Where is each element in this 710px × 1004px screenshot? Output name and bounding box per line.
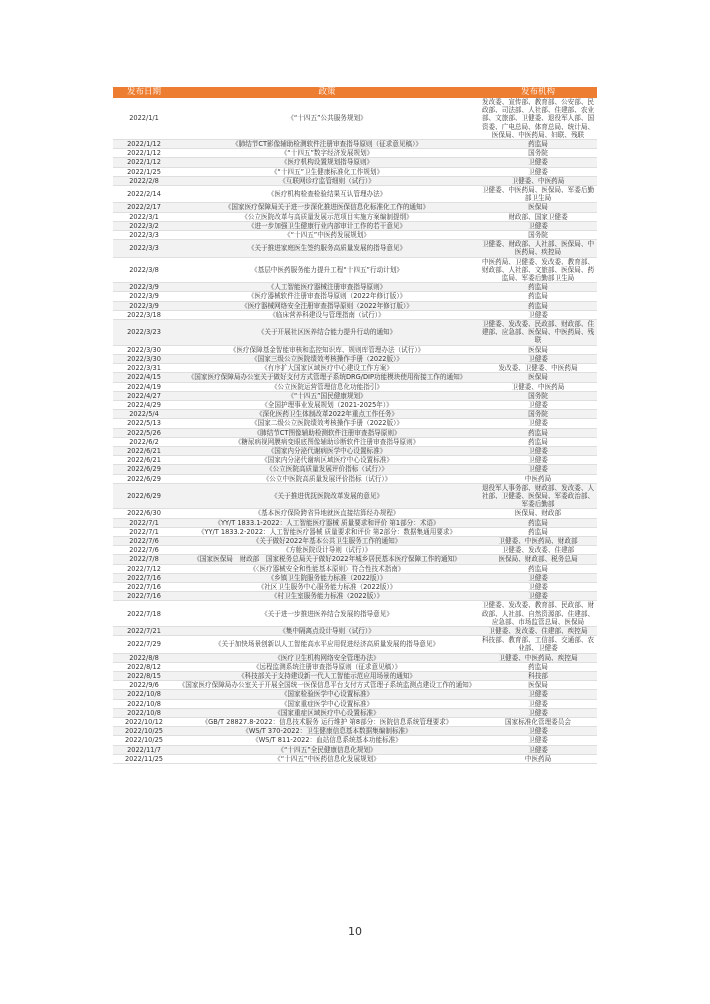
agency-cell: 卫健委、发改委、教育部、民政部、财政部、人社部、自然资源部、住建部、应急部、市场监管总局、医保局 <box>479 601 597 627</box>
agency-cell: 药监局 <box>479 437 597 446</box>
agency-cell: 卫健委 <box>479 167 597 176</box>
policy-cell: 《医疗器械网络安全注册审查指导原则（2022年修订版）》 <box>175 301 479 310</box>
policy-cell: 《GB/T 28827.8-2022：信息技术服务 运行维护 第8部分：医院信息系统管理要求》 <box>175 718 479 727</box>
agency-cell: 卫健委 <box>479 354 597 363</box>
table-row <box>113 672 597 681</box>
date-cell: 2022/11/7 <box>113 745 175 754</box>
policy-cell: 《基层中医药服务能力提升工程“十四五”行动计划》 <box>175 257 479 283</box>
date-cell: 2022/7/21 <box>113 626 175 635</box>
date-cell: 2022/6/2 <box>113 437 175 446</box>
table-row <box>113 518 597 527</box>
date-cell: 2022/3/8 <box>113 257 175 283</box>
agency-cell: 卫健委 <box>479 690 597 699</box>
date-cell: 2022/10/25 <box>113 736 175 745</box>
table-row <box>113 419 597 428</box>
table-row <box>113 555 597 564</box>
table-row <box>113 573 597 582</box>
date-cell: 2022/8/12 <box>113 662 175 671</box>
date-cell: 2022/3/2 <box>113 221 175 230</box>
table-row <box>113 301 597 310</box>
table-row <box>113 240 597 257</box>
table-row <box>113 681 597 690</box>
policy-cell: 《关于推进家庭医生签约服务高质量发展的指导意见》 <box>175 240 479 257</box>
policy-cell: 《医疗卫生机构网络安全管理办法》 <box>175 653 479 662</box>
table-row <box>113 292 597 301</box>
agency-cell: 退役军人事务部、财政部、发改委、人社部、卫健委、医保局、军委政治部、军委后勤部 <box>479 483 597 509</box>
policy-cell: 《临床营养科建设与管理指南（试行）》 <box>175 310 479 319</box>
table-row <box>113 212 597 221</box>
agency-cell: 药监局 <box>479 301 597 310</box>
agency-cell: 国家标准化管理委员会 <box>479 718 597 727</box>
table-row <box>113 509 597 518</box>
agency-cell: 科技部 <box>479 672 597 681</box>
agency-cell: 医保局 <box>479 373 597 382</box>
date-cell: 2022/3/23 <box>113 320 175 346</box>
policy-cell: 《公立医院高质量发展评价指标（试行）》 <box>175 465 479 474</box>
agency-cell: 卫健委、发改委、民政部、财政部、住建部、应急部、医保局、中医药局、残联 <box>479 320 597 346</box>
agency-cell: 药监局 <box>479 283 597 292</box>
policy-cell: 《进一步加强卫生健康行业内部审计工作的若干意见》 <box>175 221 479 230</box>
policy-cell: 《医疗机构设置规划指导原则》 <box>175 158 479 167</box>
date-cell: 2022/1/12 <box>113 149 175 158</box>
policy-cell: 《关于开展社区医养结合能力提升行动的通知》 <box>175 320 479 346</box>
table-row <box>113 465 597 474</box>
table-row <box>113 158 597 167</box>
policy-cell: 《有序扩大国家区域医疗中心建设工作方案》 <box>175 364 479 373</box>
agency-cell: 卫健委、发改委、住建部 <box>479 546 597 555</box>
table-row <box>113 364 597 373</box>
agency-cell: 卫健委、中医药局、疾控局 <box>479 653 597 662</box>
agency-cell: 药监局 <box>479 527 597 536</box>
agency-cell: 药监局 <box>479 292 597 301</box>
table-row <box>113 592 597 601</box>
date-cell: 2022/7/16 <box>113 592 175 601</box>
table-row <box>113 456 597 465</box>
agency-cell: 卫健委 <box>479 400 597 409</box>
policy-cell: 《国家医保局 财政部 国家税务总局关于做好2022年城乡居民基本医疗保障工作的通知》 <box>175 555 479 564</box>
agency-cell: 财政部、国家卫健委 <box>479 212 597 221</box>
table-row <box>113 601 597 627</box>
policy-cell: 《肺结节CT影像辅助检测软件注册审查指导原则（征求意见稿）》 <box>175 140 479 149</box>
date-cell: 2022/11/25 <box>113 754 175 763</box>
policy-cell: 《基本医疗保险跨省异地就医直接结算经办规程》 <box>175 509 479 518</box>
date-cell: 2022/4/19 <box>113 382 175 391</box>
policy-cell: 《WS/T 370-2022：卫生健康信息基本数据集编制标准》 <box>175 727 479 736</box>
date-cell: 2022/3/1 <box>113 212 175 221</box>
table-row <box>113 167 597 176</box>
date-cell: 2022/10/8 <box>113 708 175 717</box>
table-row <box>113 653 597 662</box>
agency-cell: 卫健委 <box>479 446 597 455</box>
policy-cell: 《“十四五”数字经济发展规划》 <box>175 149 479 158</box>
policy-cell: 《关于推进优抚医院改革发展的意见》 <box>175 483 479 509</box>
policy-cell: 《全国护理事业发展规划（2021-2025年）》 <box>175 400 479 409</box>
date-cell: 2022/6/21 <box>113 456 175 465</box>
table-row <box>113 428 597 437</box>
policy-cell: 《糖尿病视网膜病变眼底图像辅助诊断软件注册审查指导原则》 <box>175 437 479 446</box>
table-row <box>113 736 597 745</box>
table-header <box>113 87 597 98</box>
policy-cell: 《国家重症医学中心设置标准》 <box>175 699 479 708</box>
table-row <box>113 221 597 230</box>
policy-cell: 《远程监测系统注册审查指导原则（征求意见稿）》 <box>175 662 479 671</box>
policy-cell: 《医疗机构检查检验结果互认管理办法》 <box>175 186 479 203</box>
date-cell: 2022/7/1 <box>113 527 175 536</box>
table-row <box>113 320 597 346</box>
agency-cell: 卫健委 <box>479 708 597 717</box>
table-row <box>113 140 597 149</box>
date-cell: 2022/6/30 <box>113 509 175 518</box>
policy-cell: 《深化医药卫生体制改革2022年重点工作任务》 <box>175 410 479 419</box>
table-row <box>113 699 597 708</box>
policy-cell: 《“十四五”卫生健康标准化工作规划》 <box>175 167 479 176</box>
policy-cell: 《社区卫生服务中心服务能力标准（2022版）》 <box>175 582 479 591</box>
date-cell: 2022/3/30 <box>113 345 175 354</box>
table-row <box>113 662 597 671</box>
date-cell: 2022/3/3 <box>113 240 175 257</box>
agency-cell: 卫健委、中医药局、财政部 <box>479 536 597 545</box>
table-body <box>113 98 597 764</box>
policy-cell: 《“十四五”中医药信息化发展规划》 <box>175 754 479 763</box>
table-row <box>113 231 597 240</box>
date-cell: 2022/7/16 <box>113 582 175 591</box>
policy-table <box>113 87 597 764</box>
policy-cell: 《国家重症区域医疗中心设置标准》 <box>175 708 479 717</box>
table-row <box>113 345 597 354</box>
page-number: 10 <box>348 925 362 938</box>
agency-cell: 卫健委 <box>479 465 597 474</box>
policy-cell: 《方舱医院设计导则（试行）》 <box>175 546 479 555</box>
policy-cell: 《关于进一步推进医养结合发展的指导意见》 <box>175 601 479 627</box>
policy-cell: 《“十四五”全民健康信息化规划》 <box>175 745 479 754</box>
agency-cell: 卫健委、中医药局 <box>479 382 597 391</box>
date-cell: 2022/5/13 <box>113 419 175 428</box>
policy-cell: 《“十四五”国民健康规划》 <box>175 391 479 400</box>
date-cell: 2022/10/25 <box>113 727 175 736</box>
agency-cell: 卫健委 <box>479 582 597 591</box>
date-cell: 2022/7/6 <box>113 536 175 545</box>
policy-cell: 《乡镇卫生院服务能力标准（2022版）》 <box>175 573 479 582</box>
table-row <box>113 354 597 363</box>
table-row <box>113 564 597 573</box>
agency-cell: 医保局、财政部、税务总局 <box>479 555 597 564</box>
date-cell: 2022/3/9 <box>113 283 175 292</box>
agency-cell: 卫健委 <box>479 221 597 230</box>
table-row <box>113 391 597 400</box>
date-cell: 2022/10/8 <box>113 690 175 699</box>
policy-cell: 《国家内分泌代谢病医学中心设置标准》 <box>175 446 479 455</box>
header-policy: 政策 <box>175 87 479 98</box>
policy-cell: 《国家医疗保障局办公室关于做好支付方式管理子系统DRG/DIP功能模块使用衔接工作的通知》 <box>175 373 479 382</box>
agency-cell: 卫健委 <box>479 727 597 736</box>
table-row <box>113 149 597 158</box>
policy-cell: 《“十四五”公共服务规划》 <box>175 98 479 140</box>
date-cell: 2022/6/29 <box>113 474 175 483</box>
policy-cell: 《公立医院改革与高质量发展示范项目实施方案编制提纲》 <box>175 212 479 221</box>
date-cell: 2022/3/18 <box>113 310 175 319</box>
table-row <box>113 474 597 483</box>
policy-cell: 《医疗器械软件注册审查指导原则（2022年修订版）》 <box>175 292 479 301</box>
table-row <box>113 203 597 212</box>
table-row <box>113 708 597 717</box>
agency-cell: 卫健委 <box>479 736 597 745</box>
agency-cell: 发改委、宣传部、教育部、公安部、民政部、司法部、人社部、住建部、农业部、文旅部、卫健委、退役军人部、国资委、广电总局、体育总局、统计局、医保局、中医药局、妇联、残联 <box>479 98 597 140</box>
header-date: 发布日期 <box>113 87 175 98</box>
table-row <box>113 400 597 409</box>
date-cell: 2022/7/29 <box>113 636 175 653</box>
date-cell: 2022/5/4 <box>113 410 175 419</box>
agency-cell: 卫健委 <box>479 419 597 428</box>
date-cell: 2022/1/1 <box>113 98 175 140</box>
table-row <box>113 483 597 509</box>
date-cell: 2022/3/3 <box>113 231 175 240</box>
table-row <box>113 626 597 635</box>
date-cell: 2022/10/8 <box>113 699 175 708</box>
agency-cell: 卫健委 <box>479 699 597 708</box>
agency-cell: 医保局 <box>479 203 597 212</box>
agency-cell: 卫健委 <box>479 310 597 319</box>
policy-cell: 《关于做好2022年基本公共卫生服务工作的通知》 <box>175 536 479 545</box>
policy-cell: 《YY/T 1833.2-2022：人工智能医疗器械 质量要求和评价 第2部分：数据集通用要求》 <box>175 527 479 536</box>
date-cell: 2022/2/14 <box>113 186 175 203</box>
date-cell: 2022/7/12 <box>113 564 175 573</box>
policy-cell: 《〈医疗器械安全和性能基本原则〉符合性技术指南》 <box>175 564 479 573</box>
policy-cell: 《WS/T 811-2022：血站信息系统基本功能标准》 <box>175 736 479 745</box>
agency-cell: 中医药局 <box>479 754 597 763</box>
agency-cell: 国务院 <box>479 149 597 158</box>
policy-cell: 《村卫生室服务能力标准（2022版）》 <box>175 592 479 601</box>
table-row <box>113 176 597 185</box>
policy-cell: 《国家二级公立医院绩效考核操作手册（2022版）》 <box>175 419 479 428</box>
agency-cell: 卫健委 <box>479 573 597 582</box>
table-row <box>113 754 597 763</box>
agency-cell: 科技部、教育部、工信部、交通部、农业部、卫健委 <box>479 636 597 653</box>
date-cell: 2022/4/27 <box>113 391 175 400</box>
date-cell: 2022/3/30 <box>113 354 175 363</box>
policy-cell: 《国家医疗保障局办公室关于开展全国统一医保信息平台支付方式管理子系统监测点建设工作的通知》 <box>175 681 479 690</box>
policy-cell: 《人工智能医疗器械注册审查指导原则》 <box>175 283 479 292</box>
table-row <box>113 690 597 699</box>
table-row <box>113 527 597 536</box>
agency-cell: 药监局 <box>479 140 597 149</box>
agency-cell: 药监局 <box>479 518 597 527</box>
table-row <box>113 446 597 455</box>
policy-cell: 《国家三级公立医院绩效考核操作手册（2022版）》 <box>175 354 479 363</box>
date-cell: 2022/8/8 <box>113 653 175 662</box>
policy-cell: 《集中隔离点设计导则（试行）》 <box>175 626 479 635</box>
table-row <box>113 257 597 283</box>
date-cell: 2022/7/18 <box>113 601 175 627</box>
policy-cell: 《互联网诊疗监管细则（试行）》 <box>175 176 479 185</box>
policy-cell: 《国家医疗保障局关于进一步深化推进医保信息化标准化工作的通知》 <box>175 203 479 212</box>
policy-cell: 《肺结节CT图像辅助检测软件注册审查指导原则》 <box>175 428 479 437</box>
header-row <box>113 87 597 98</box>
date-cell: 2022/9/6 <box>113 681 175 690</box>
agency-cell: 卫健委 <box>479 158 597 167</box>
table-row <box>113 283 597 292</box>
policy-cell: 《关于加快场景创新以人工智能高水平应用促进经济高质量发展的指导意见》 <box>175 636 479 653</box>
header-agency: 发布机构 <box>479 87 597 98</box>
date-cell: 2022/2/17 <box>113 203 175 212</box>
policy-cell: 《公立中医院高质量发展评价指标（试行）》 <box>175 474 479 483</box>
date-cell: 2022/1/12 <box>113 158 175 167</box>
table-row <box>113 636 597 653</box>
policy-cell: 《国家检验医学中心设置标准》 <box>175 690 479 699</box>
agency-cell: 卫健委 <box>479 592 597 601</box>
agency-cell: 药监局 <box>479 428 597 437</box>
table-row <box>113 186 597 203</box>
table-row <box>113 582 597 591</box>
table-row <box>113 373 597 382</box>
policy-cell: 《YY/T 1833.1-2022：人工智能医疗器械 质量要求和评价 第1部分：术语》 <box>175 518 479 527</box>
agency-cell: 卫健委 <box>479 456 597 465</box>
date-cell: 2022/7/8 <box>113 555 175 564</box>
date-cell: 2022/3/9 <box>113 301 175 310</box>
date-cell: 2022/3/9 <box>113 292 175 301</box>
date-cell: 2022/1/12 <box>113 140 175 149</box>
agency-cell: 国务院 <box>479 391 597 400</box>
agency-cell: 卫健委、中医药局、医保局、军委后勤部卫生局 <box>479 186 597 203</box>
date-cell: 2022/1/25 <box>113 167 175 176</box>
policy-cell: 《公立医院运营管理信息化功能指引》 <box>175 382 479 391</box>
table-row <box>113 718 597 727</box>
date-cell: 2022/6/21 <box>113 446 175 455</box>
policy-cell: 《国家内分泌代谢病区域医疗中心设置标准》 <box>175 456 479 465</box>
date-cell: 2022/7/1 <box>113 518 175 527</box>
date-cell: 2022/8/15 <box>113 672 175 681</box>
agency-cell: 中医药局、卫健委、发改委、教育部、财政部、人社部、文旅部、医保局、药监局、军委后勤部卫生局 <box>479 257 597 283</box>
date-cell: 2022/5/26 <box>113 428 175 437</box>
agency-cell: 卫健委、中医药局 <box>479 176 597 185</box>
policy-cell: 《科技部关于支持建设新一代人工智能示范应用场景的通知》 <box>175 672 479 681</box>
agency-cell: 发改委、卫健委、中医药局 <box>479 364 597 373</box>
agency-cell: 医保局 <box>479 345 597 354</box>
table-row <box>113 727 597 736</box>
date-cell: 2022/2/8 <box>113 176 175 185</box>
table-row <box>113 536 597 545</box>
agency-cell: 卫健委 <box>479 745 597 754</box>
table-row <box>113 98 597 140</box>
date-cell: 2022/7/6 <box>113 546 175 555</box>
date-cell: 2022/10/12 <box>113 718 175 727</box>
table-row <box>113 437 597 446</box>
table-row <box>113 310 597 319</box>
table-row <box>113 410 597 419</box>
date-cell: 2022/4/29 <box>113 400 175 409</box>
date-cell: 2022/4/15 <box>113 373 175 382</box>
date-cell: 2022/6/29 <box>113 483 175 509</box>
agency-cell: 药监局 <box>479 662 597 671</box>
date-cell: 2022/7/16 <box>113 573 175 582</box>
table-row <box>113 546 597 555</box>
agency-cell: 医保局 <box>479 681 597 690</box>
agency-cell: 医保局、财政部 <box>479 509 597 518</box>
date-cell: 2022/3/31 <box>113 364 175 373</box>
agency-cell: 国务院 <box>479 231 597 240</box>
policy-cell: 《医疗保障基金智能审核和监控知识库、规则库管理办法（试行）》 <box>175 345 479 354</box>
agency-cell: 国务院 <box>479 410 597 419</box>
agency-cell: 药监局 <box>479 564 597 573</box>
agency-cell: 卫健委、财政部、人社部、医保局、中医药局、疾控局 <box>479 240 597 257</box>
table-row <box>113 382 597 391</box>
policy-cell: 《“十四五”中医药发展规划》 <box>175 231 479 240</box>
table-row <box>113 745 597 754</box>
date-cell: 2022/6/29 <box>113 465 175 474</box>
agency-cell: 中医药局 <box>479 474 597 483</box>
agency-cell: 卫健委、发改委、住建部、疾控局 <box>479 626 597 635</box>
